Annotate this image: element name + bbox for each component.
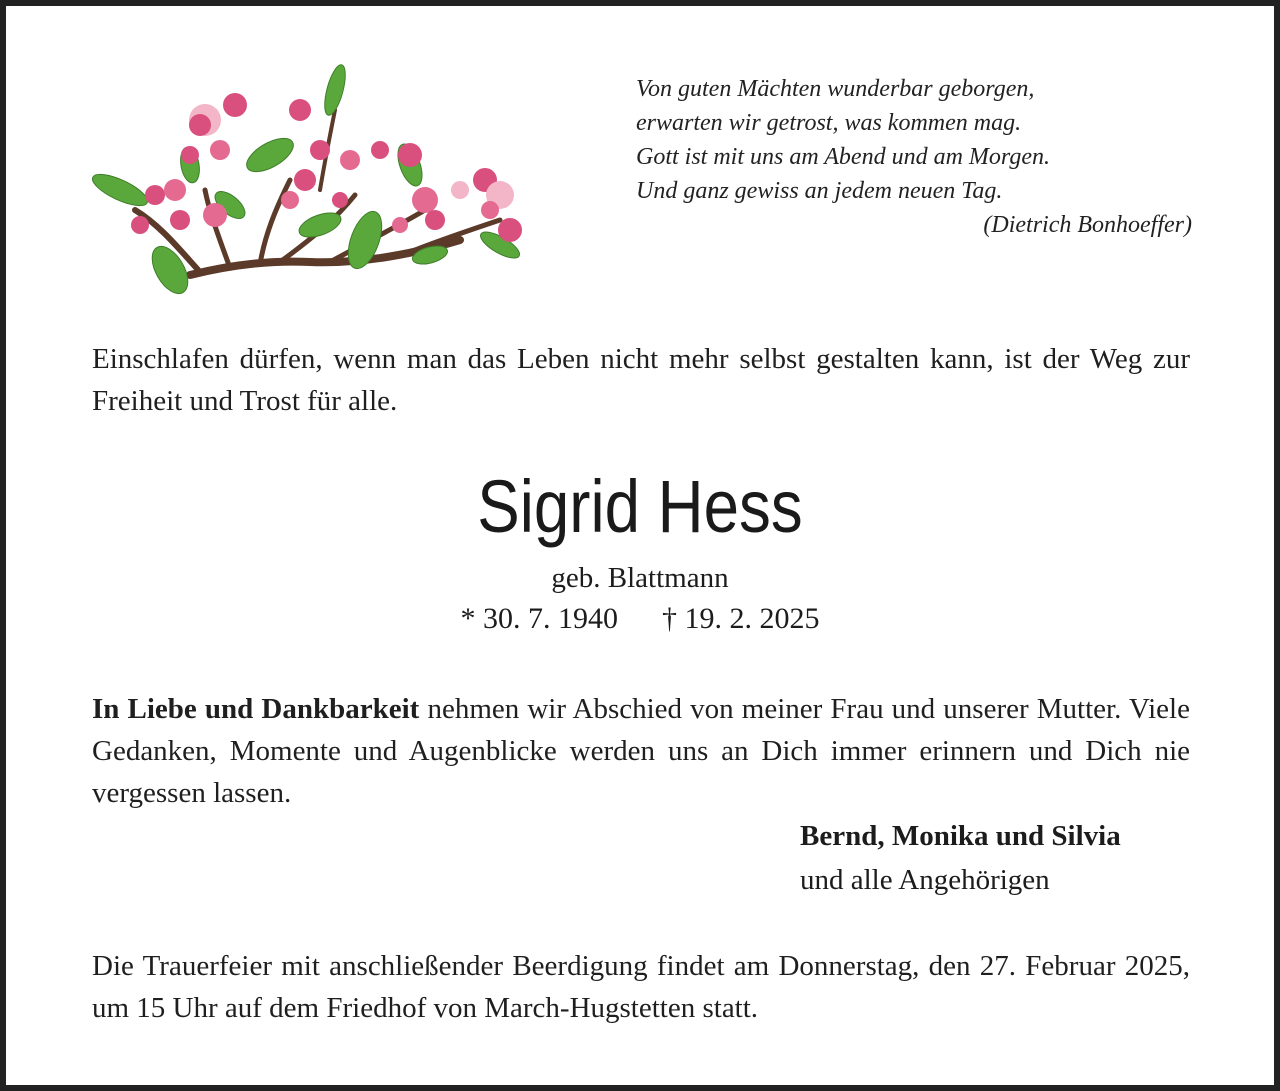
poem-line-1: Von guten Mächten wunderbar geborgen, xyxy=(636,76,1035,102)
ceremony-info: Die Trauerfeier mit anschließender Beerdigung findet am Donnerstag, den 27. Februar 2025, um 15 Uhr auf dem Friedhof von March-Hugstetten statt. xyxy=(92,950,1190,1024)
maiden-name: geb. Blattmann xyxy=(551,562,729,594)
farewell-lead: In Liebe und Dankbarkeit xyxy=(92,693,420,725)
poem-author: (Dietrich Bonhoeffer) xyxy=(983,212,1192,238)
life-dates xyxy=(0,598,1280,640)
apple-blossom-branch-image xyxy=(80,50,530,300)
farewell-text: nehmen wir Abschied von meiner Frau und unserer Mutter. Viele Gedanken, Momente und Augenblicke werden uns an Dich immer erinnern und Dich nie vergessen lassen. xyxy=(92,693,1190,809)
deceased-name: Sigrid Hess xyxy=(477,465,803,548)
signer-relatives: und alle Angehörigen xyxy=(800,864,1050,896)
intro-text: Einschlafen dürfen, wenn man das Leben nicht mehr selbst gestalten kann, ist der Weg zur Freiheit und Trost für alle. xyxy=(92,343,1190,417)
signers-block xyxy=(800,814,1121,902)
death-date: † 19. 2. 2025 xyxy=(662,602,820,635)
signer-names: Bernd, Monika und Silvia xyxy=(800,820,1121,852)
bonhoeffer-poem xyxy=(636,72,1192,242)
farewell-message xyxy=(92,688,1190,814)
poem-line-4: Und ganz gewiss an jedem neuen Tag. xyxy=(636,178,1003,204)
poem-line-3: Gott ist mit uns am Abend und am Morgen. xyxy=(636,144,1050,170)
birth-date: * 30. 7. 1940 xyxy=(460,602,618,635)
poem-line-2: erwarten wir getrost, was kommen mag. xyxy=(636,110,1022,136)
